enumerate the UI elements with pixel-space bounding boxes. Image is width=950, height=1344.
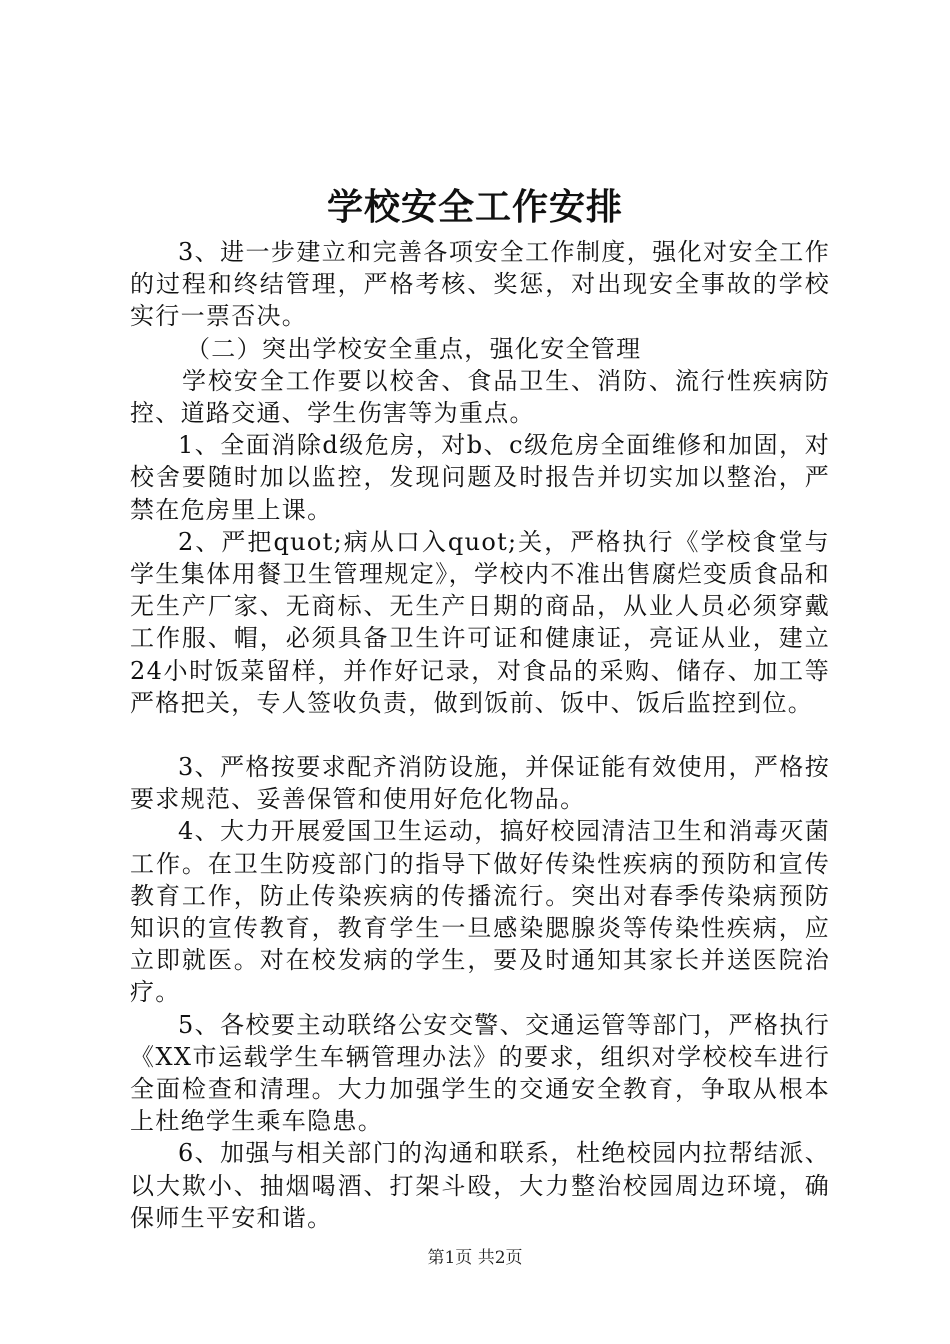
paragraph-item-3-system: 3、进一步建立和完善各项安全工作制度，强化对安全工作的过程和终结管理，严格考核、奖惩，对出现安全事故的学校实行一票否决。 — [130, 238, 830, 331]
paragraph-item-4-hygiene: 4、大力开展爱国卫生运动，搞好校园清洁卫生和消毒灭菌工作。在卫生防疫部门的指导下做好传染性疾病的预防和宣传教育工作，防止传染疾病的传播流行。突出对春季传染病预防知识的宣传教育，教育学生一旦感染腮腺炎等传染性疾病，应立即就医。对在校发病的学生，要及时通知其家长并送医院治疗。 — [130, 817, 830, 1007]
paragraph-item-2-food: 2、严把quot;病从口入quot;关，严格执行《学校食堂与学生集体用餐卫生管理规定》，学校内不准出售腐烂变质食品和无生产厂家、无商标、无生产日期的商品，从业人员必须穿戴工作服、帽，必须具备卫生许可证和健康证，亮证从业，建立24小时饭菜留样，并作好记录，对食品的采购、储存、加工等严格把关，专人签收负责，做到饭前、饭中、饭后监控到位。 — [130, 527, 830, 717]
paragraph-key-points: 学校安全工作要以校舍、食品卫生、消防、流行性疾病防控、道路交通、学生伤害等为重点。 — [130, 366, 830, 428]
paragraph-spacer — [130, 719, 830, 751]
paragraph-item-5-traffic: 5、各校要主动联络公安交警、交通运管等部门，严格执行《XX市运载学生车辆管理办法》的要求，组织对学校校车进行全面检查和清理。大力加强学生的交通安全教育，争取从根本上杜绝学生乘车隐患。 — [130, 1010, 830, 1136]
paragraph-item-6-environment: 6、加强与相关部门的沟通和联系，杜绝校园内拉帮结派、以大欺小、抽烟喝酒、打架斗殴，大力整治校园周边环境，确保师生平安和谐。 — [130, 1139, 830, 1232]
document-body — [130, 236, 830, 1234]
page-footer: 第1页 共2页 — [427, 1248, 523, 1268]
section-heading-2: （二）突出学校安全重点，强化安全管理 — [186, 334, 642, 363]
document-title: 学校安全工作安排 — [326, 186, 623, 228]
paragraph-item-3-fire: 3、严格按要求配齐消防设施，并保证能有效使用，严格按要求规范、妥善保管和使用好危化物品。 — [130, 753, 830, 814]
paragraph-item-1-buildings: 1、全面消除d级危房，对b、c级危房全面维修和加固，对校舍要随时加以监控，发现问题及时报告并切实加以整治，严禁在危房里上课。 — [130, 431, 830, 524]
